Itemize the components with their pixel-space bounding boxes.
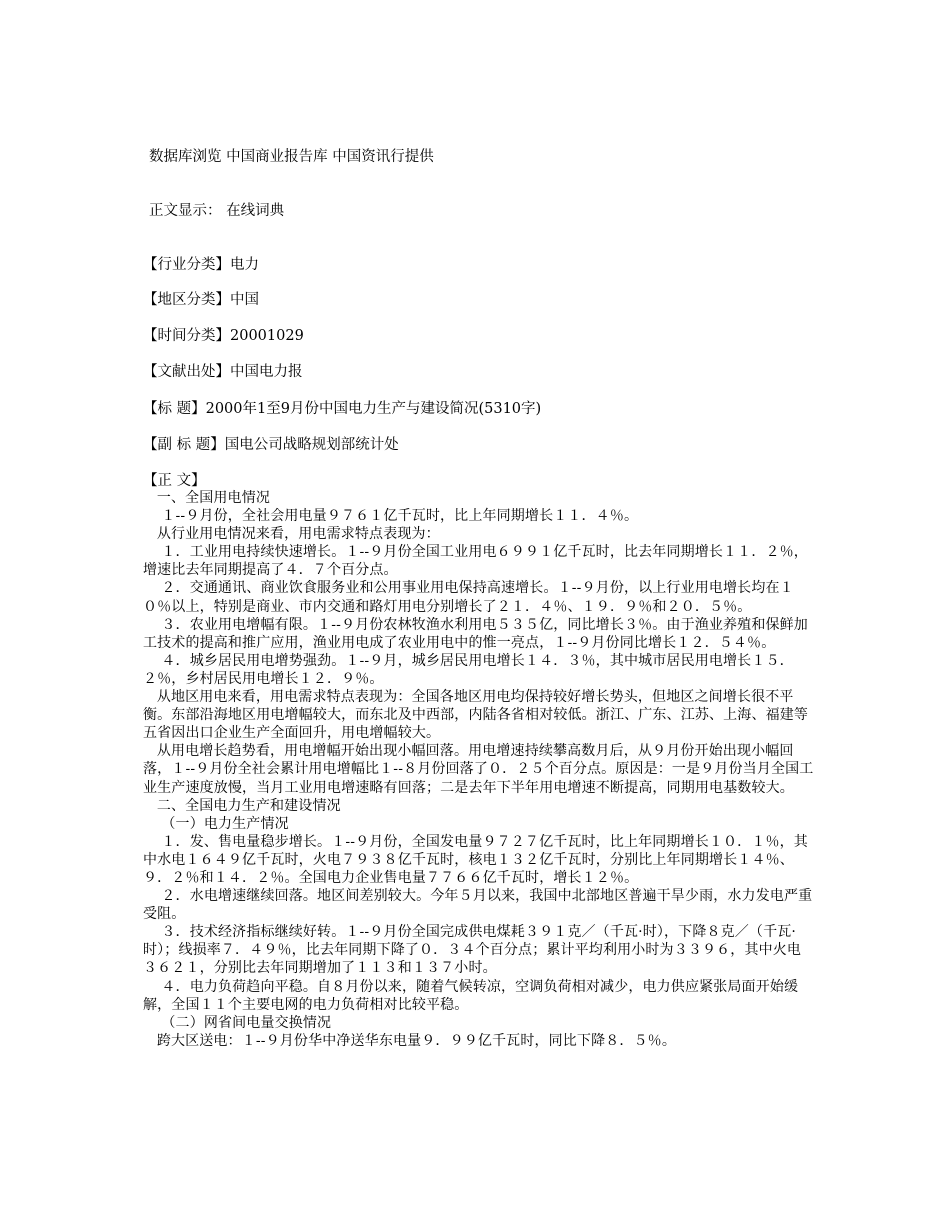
meta-region: 【地区分类】中国 [143,292,259,308]
paragraph: 二、全国电力生产和建设情况 [143,797,341,814]
paragraph: ２．水电增速继续回落。地区间差别较大。今年５月以来，我国中北部地区普遍干旱少雨，水力发电严重受阻。 [143,888,813,923]
paragraph: ４．电力负荷趋向平稳。自８月份以来，随着气候转凉，空调负荷相对减少，电力供应紧张局面开始缓解，全国１１个主要电网的电力负荷相对比较平稳。 [143,978,799,1013]
meta-title: 【标 题】2000年1至9月份中国电力生产与建设简况(5310字) [143,401,542,417]
meta-source: 【文献出处】中国电力报 [143,364,303,380]
meta-time: 【时间分类】20001029 [143,328,304,344]
paragraph: ３．农业用电增幅有限。１--９月份农林牧渔水利用电５３５亿，同比增长３％。由于渔业养殖和保鲜加工技术的提高和推广应用，渔业用电成了农业用电中的惟一亮点，１--９月份同比增长１２．５４％。 [143,616,808,651]
paragraph: 从用电增长趋势看，用电增幅开始出现小幅回落。用电增速持续攀高数月后，从９月份开始出现小幅回落，１--９月份全社会累计用电增幅比１--８月份回落了０．２５个百分点。原因是：一是９月份当月全国工业生产速度放慢，当月工业用电增速略有回落；二是去年下半年用电增速不断提高，同期用电基数较大。 [143,743,814,796]
paragraph: （一）电力生产情况 [143,815,289,832]
paragraph: 从地区用电来看，用电需求特点表现为：全国各地区用电均保持较好增长势头，但地区之间增长很不平衡。东部沿海地区用电增幅较大，而东北及中西部，内陆各省相对较低。浙江、广东、江苏、上海、福建等五省因出口企业生产全面回升，用电增幅较大。 [143,689,809,742]
body-text [143,489,815,1050]
paragraph: １--９月份，全社会用电量９７６１亿千瓦时，比上年同期增长１１．４％。 [143,508,639,525]
paragraph: 一、全国用电情况 [143,490,271,506]
paragraph: １．发、售电量稳步增长。１--９月份，全国发电量９７２７亿千瓦时，比上年同期增长１０．１％，其中水电１６４９亿千瓦时，火电７９３８亿千瓦时，核电１３２亿千瓦时，分别比上年同期增长１４％、９．２％和１４．２％。全国电力企业售电量７７６６亿千瓦时，增长１２％。 [143,833,808,886]
paragraph: ２．交通通讯、商业饮食服务业和公用事业用电保持高速增长。１--９月份，以上行业用电增长均在１０％以上，特别是商业、市内交通和路灯用电分别增长了２１．４％、１９．９％和２０．５％。 [143,580,794,615]
display-line: 正文显示： 在线词典 [149,203,285,219]
paragraph: 跨大区送电：１--９月份华中净送华东电量９．９９亿千瓦时，同比下降８．５％。 [143,1032,676,1049]
paragraph: ３．技术经济指标继续好转。１--９月份全国完成供电煤耗３９１克／（千瓦·时），下降８克／（千瓦·时）；线损率７．４９％，比去年同期下降了０．３４个百分点；累计平均利用小时为３３９６，其中火电３６２１，分别比去年同期增加了１１３和１３７小时。 [143,924,802,977]
meta-subtitle: 【副 标 题】国电公司战略规划部统计处 [143,437,399,453]
paragraph: 从行业用电情况来看，用电需求特点表现为： [143,526,440,543]
meta-industry: 【行业分类】电力 [143,257,259,273]
body-heading: 【正 文】 [143,473,206,489]
paragraph: ４．城乡居民用电增势强劲。１--９月，城乡居民用电增长１４．３％，其中城市居民用电增长１５．２％，乡村居民用电增长１２．９％。 [143,652,794,687]
paragraph: １．工业用电持续快速增长。１--９月份全国工业用电６９９１亿千瓦时，比去年同期增长１１．２％，增速比去年同期提高了４．７个百分点。 [143,544,808,579]
breadcrumb: 数据库浏览 中国商业报告库 中国资讯行提供 [149,149,434,165]
paragraph: （二）网省间电量交换情况 [143,1014,332,1031]
